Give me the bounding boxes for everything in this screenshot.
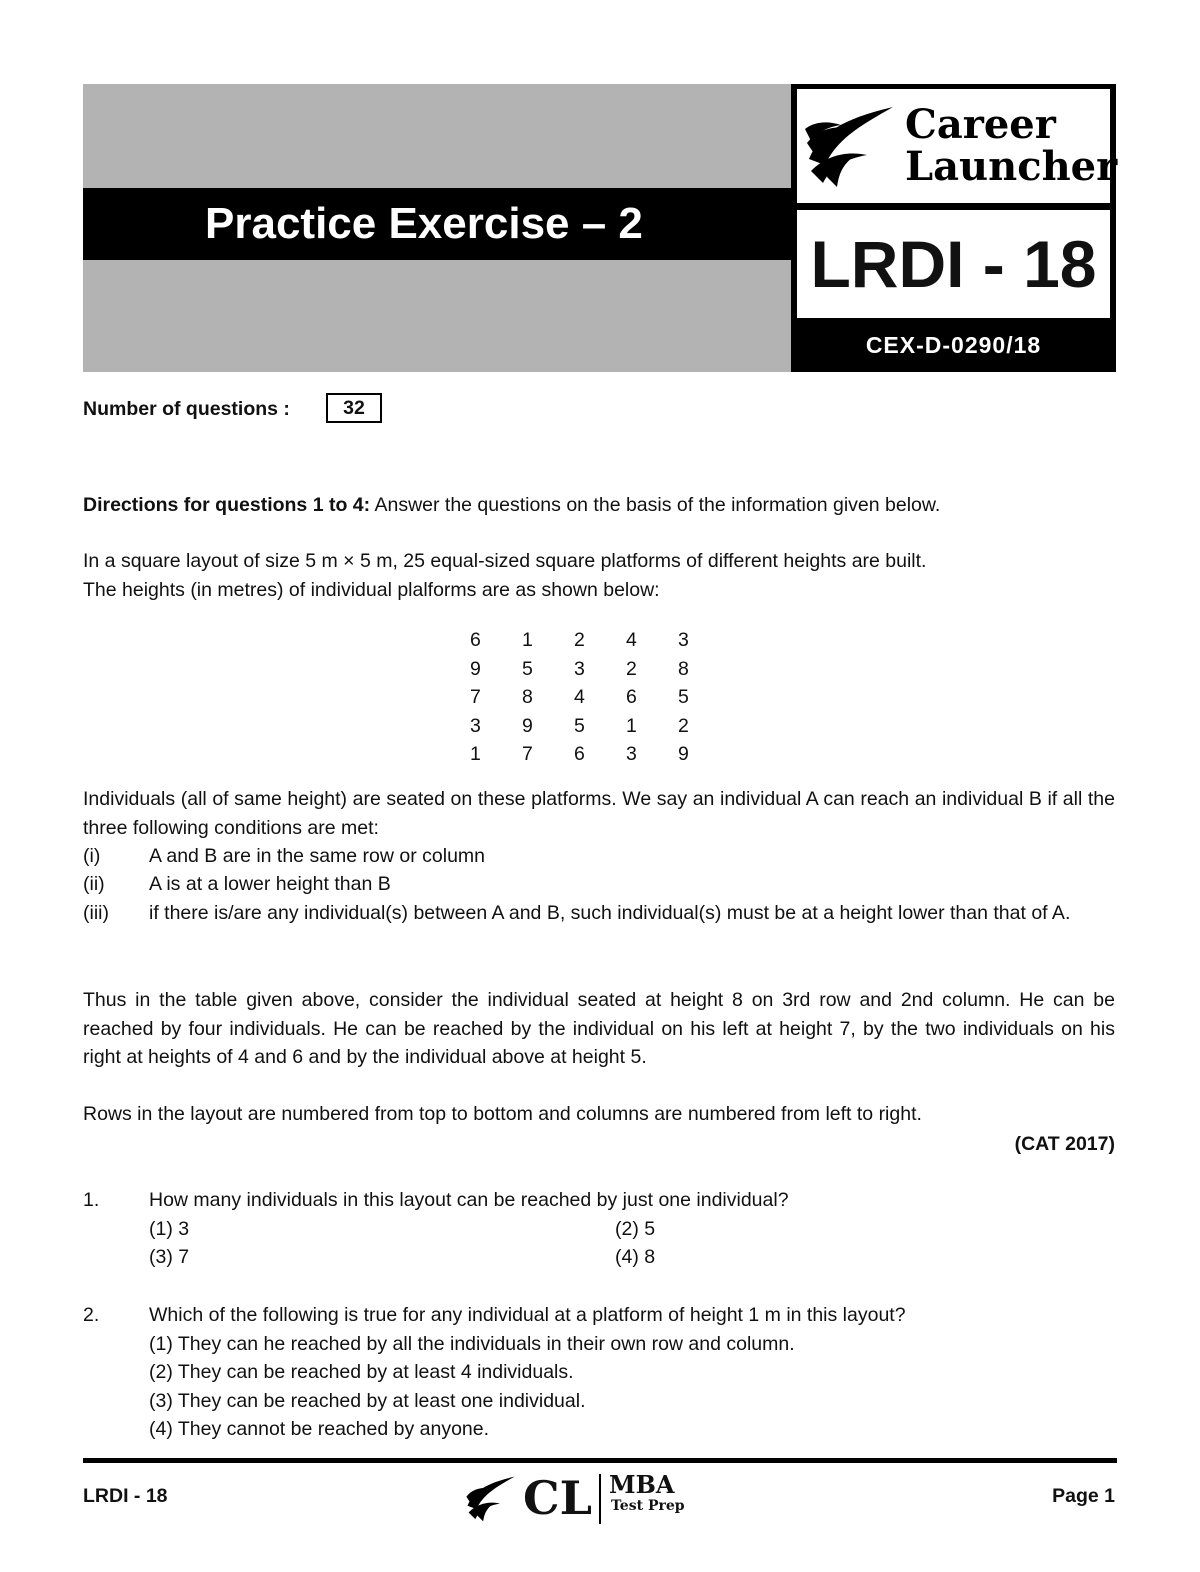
grid-cell: 6	[626, 686, 637, 708]
directions-lead: Directions for questions 1 to 4:	[83, 494, 371, 516]
career-launcher-logo	[797, 89, 1118, 203]
condition-text: A and B are in the same row or column	[149, 845, 486, 867]
grid-cell: 9	[678, 743, 689, 765]
num-questions-label: Number of questions :	[83, 398, 290, 420]
grid-cell: 3	[678, 629, 689, 651]
conditions-intro: Individuals (all of same height) are seated on these platforms. We say an individual A can reach an individual B if all the three following conditions are met:	[83, 788, 1115, 839]
condition-text: A is at a lower height than B	[149, 873, 391, 895]
directions	[83, 491, 1115, 520]
question-stem: How many individuals in this layout can be reached by just one individual?	[149, 1189, 789, 1211]
grid-row	[470, 712, 730, 741]
option: (3) 7	[149, 1246, 190, 1268]
condition-number: (i)	[83, 845, 101, 867]
question-1	[83, 1186, 1115, 1272]
grid-cell: 1	[626, 714, 637, 737]
grid-cell: 7	[522, 743, 533, 765]
grid-cell: 9	[522, 714, 533, 737]
grid-cell: 8	[678, 657, 689, 680]
condition-number: (iii)	[83, 902, 109, 924]
condition-item	[83, 870, 1115, 899]
option: (4) They cannot be reached by anyone.	[149, 1418, 490, 1440]
grid-cell: 5	[678, 686, 689, 708]
grid-cell: 6	[574, 743, 585, 765]
intro-line-2: The heights (in metres) of individual plalforms are as shown below:	[83, 579, 660, 601]
option: (1) They can he reached by all the individuals in their own row and column.	[149, 1332, 795, 1355]
example-paragraph: Thus in the table given above, consider the individual seated at height 8 on 3rd row and 2nd column. He can be reached by four individuals. He can be reached by the individual on his left at height 7, by the two individuals on his right at heights of 4 and 6 and by the individual above at height 5.	[83, 989, 1115, 1068]
option: (3) They can be reached by at least one individual.	[149, 1389, 586, 1412]
footer-rule	[83, 1458, 1117, 1463]
numbering-note: Rows in the layout are numbered from top to bottom and columns are numbered from left to right.	[83, 1103, 922, 1125]
source-citation: (CAT 2017)	[1014, 1133, 1115, 1155]
question-number: 1.	[83, 1189, 100, 1211]
option: (4) 8	[615, 1246, 656, 1268]
grid-cell: 9	[470, 657, 481, 680]
grid-cell: 8	[522, 686, 533, 708]
grid-cell: 5	[522, 657, 533, 680]
question-2	[83, 1301, 1115, 1444]
grid-cell: 2	[626, 657, 637, 680]
condition-number: (ii)	[83, 873, 105, 895]
grid-cell: 3	[626, 743, 637, 765]
option: (2) They can be reached by at least 4 individuals.	[149, 1361, 574, 1383]
grid-row	[470, 626, 730, 655]
num-questions-value: 32	[326, 393, 382, 423]
logo-divider	[599, 1474, 601, 1524]
question-stem: Which of the following is true for any individual at a platform of height 1 m in this layout?	[149, 1304, 906, 1326]
footer-module-code: LRDI - 18	[83, 1485, 168, 1507]
grid-cell: 6	[470, 629, 481, 651]
serial-code: CEX-D-0290/18	[865, 332, 1042, 358]
page-number: Page 1	[1052, 1485, 1115, 1507]
grid-cell: 1	[522, 629, 533, 651]
logo-testprep-text: Test Prep	[611, 1498, 685, 1514]
option: (2) 5	[615, 1217, 656, 1240]
grid-cell: 7	[470, 686, 481, 708]
grid-cell: 4	[574, 686, 585, 708]
grid-cell: 2	[678, 714, 689, 737]
launcher-swirl-icon	[463, 1472, 519, 1526]
grid-cell: 3	[470, 714, 481, 737]
launcher-swirl-icon	[801, 99, 901, 195]
grid-row	[470, 740, 730, 769]
grid-cell: 3	[574, 657, 585, 680]
grid-cell: 2	[574, 629, 585, 651]
cl-mba-logo	[463, 1470, 703, 1526]
grid-cell: 4	[626, 629, 637, 651]
options	[149, 1215, 1115, 1272]
grid-cell: 1	[470, 743, 481, 765]
intro-line-1: In a square layout of size 5 m × 5 m, 25 equal-sized square platforms of different heights are built.	[83, 550, 927, 572]
question-number: 2.	[83, 1304, 100, 1326]
brand-word-career: Career	[905, 101, 1056, 148]
grid-row	[470, 683, 730, 712]
condition-item	[83, 899, 1115, 928]
grid-cell: 5	[574, 714, 585, 737]
condition-item	[83, 842, 1115, 871]
module-code: LRDI - 18	[797, 210, 1110, 318]
brand-word-launcher: Launcher	[905, 143, 1118, 190]
options	[149, 1330, 1115, 1444]
option: (1) 3	[149, 1217, 190, 1240]
logo-mba-text: MBA	[609, 1470, 675, 1499]
grid-row	[470, 655, 730, 684]
condition-text: if there is/are any individual(s) between A and B, such individual(s) must be at a height lower than that of A.	[149, 902, 1071, 924]
logo-cl-text: CL	[523, 1471, 592, 1525]
height-grid	[470, 626, 730, 769]
directions-text: Answer the questions on the basis of the information given below.	[370, 494, 941, 516]
page-title: Practice Exercise – 2	[83, 188, 791, 260]
